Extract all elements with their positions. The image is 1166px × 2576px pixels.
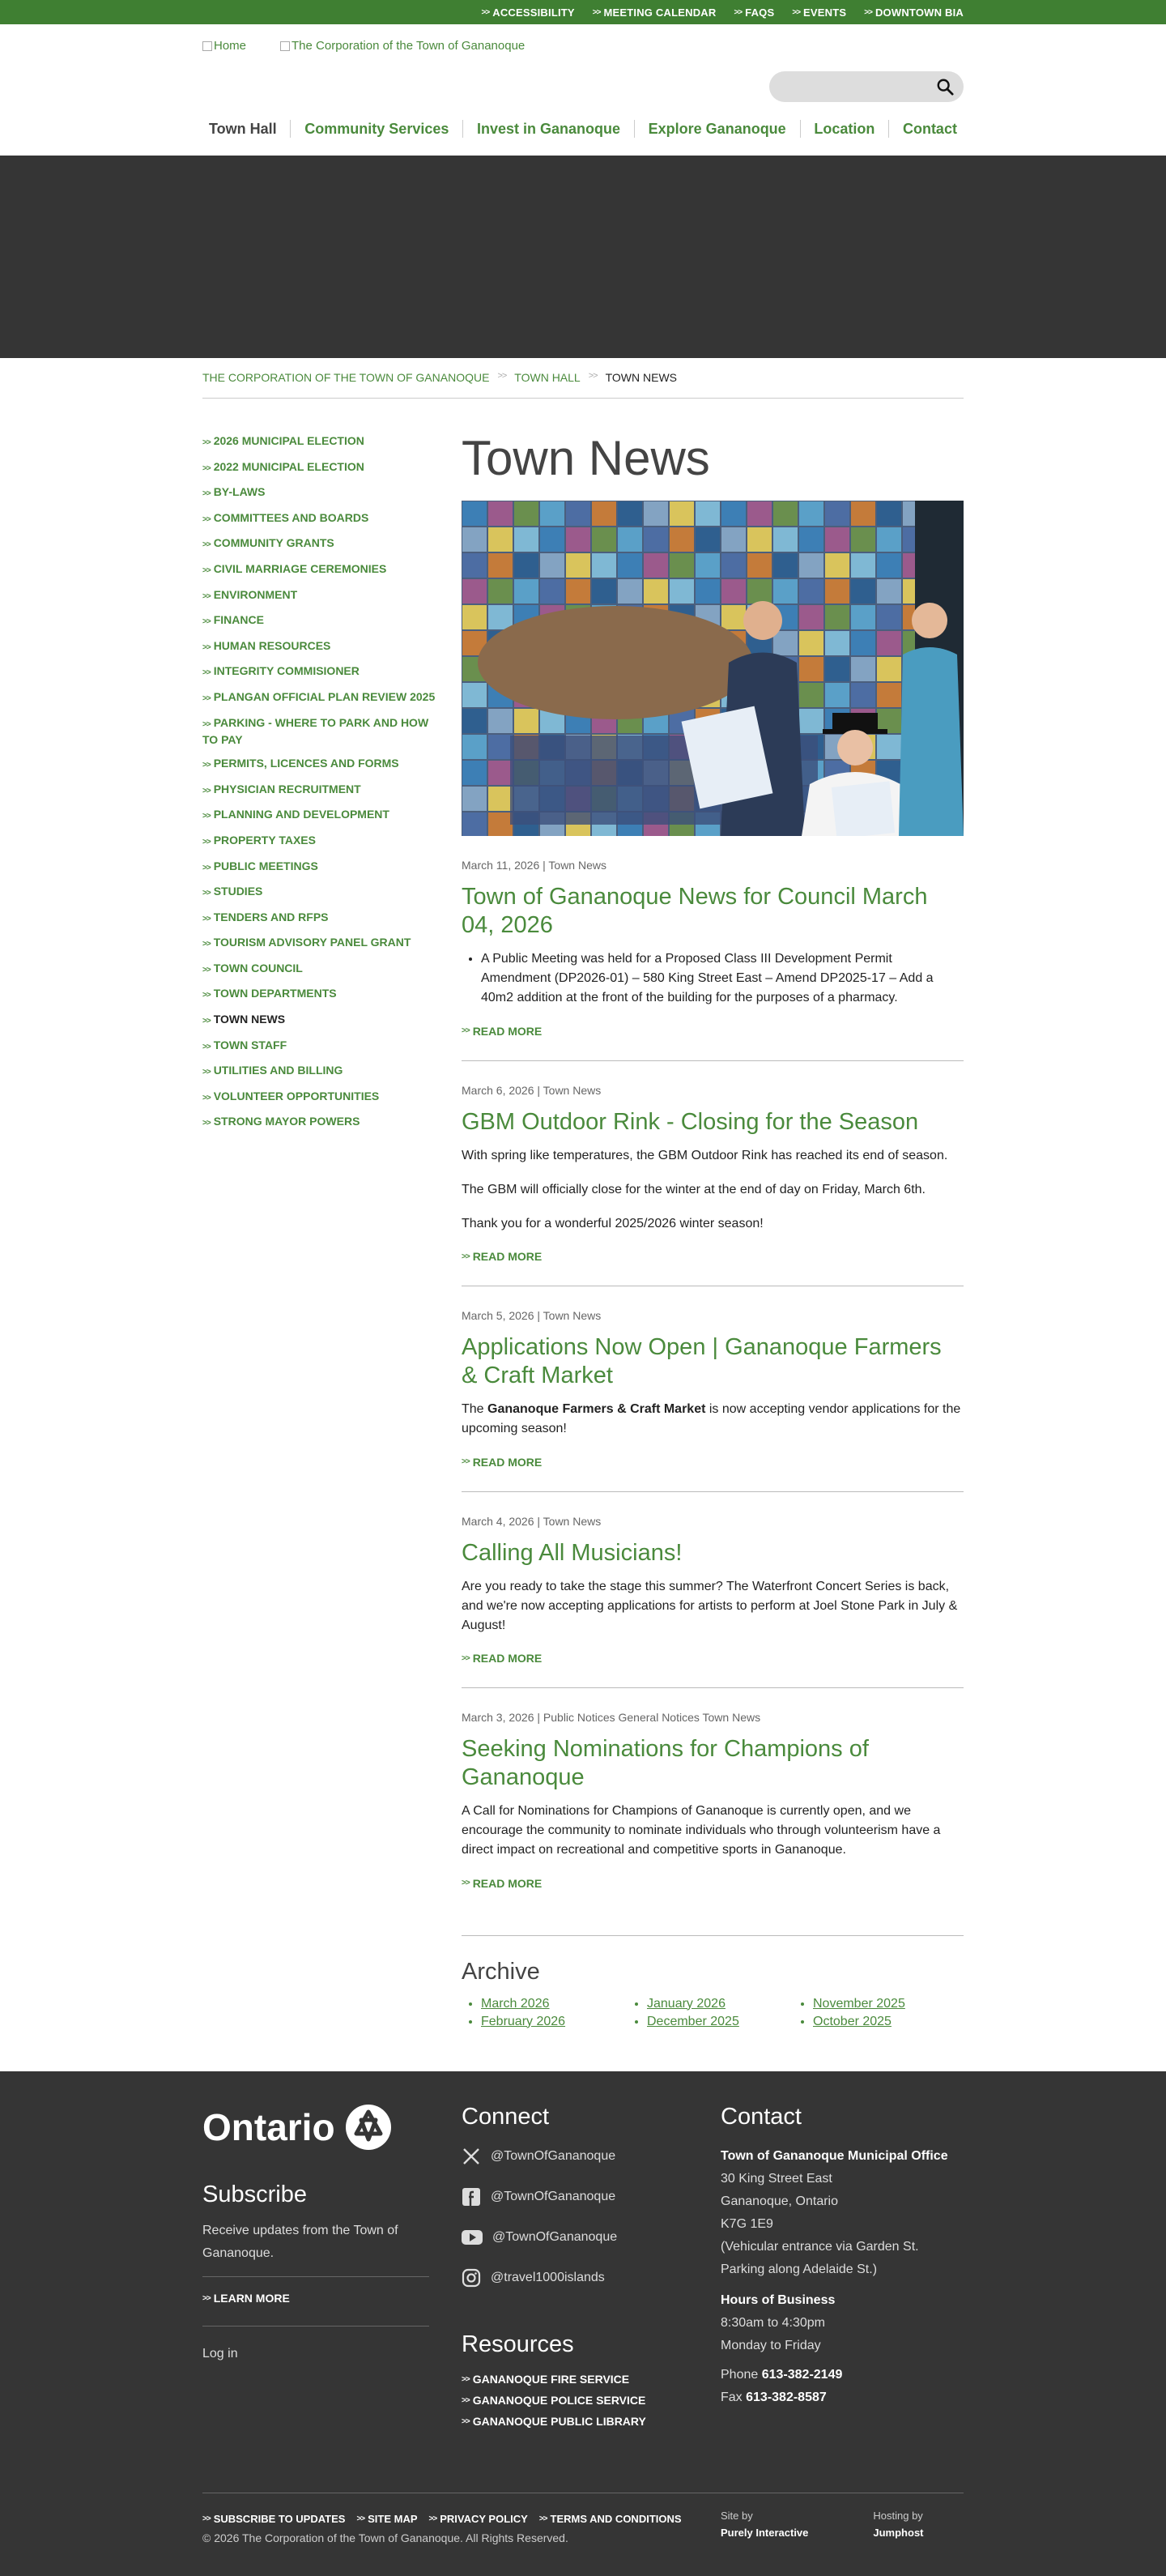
post-excerpt: The Gananoque Farmers & Craft Market is now accepting vendor applications for the upcoming season! <box>462 1402 961 1435</box>
main-nav <box>202 120 964 138</box>
sidebar-item[interactable] <box>202 833 445 850</box>
read-more-link[interactable]: >> READ MORE <box>462 1876 543 1890</box>
archive-item <box>813 1997 979 2011</box>
site-by-link[interactable]: Purely Interactive <box>721 2527 809 2539</box>
chevron-right-icon: >> <box>462 1457 470 1466</box>
sidebar-item[interactable] <box>202 986 445 1003</box>
chevron-right-icon: >> <box>202 863 211 872</box>
post-bullet: • A Public Meeting was held for a Proposed Class III Development Permit Amendment (DP2026-01) – 580 King Street East – Amend DP2025-17 – Add a 40m2 addition at the front of the building for the purposes of a pharmacy. <box>481 949 964 1008</box>
archive-link[interactable]: February 2026 <box>481 2014 566 2028</box>
sidebar-item-label: PERMITS, LICENCES AND FORMS <box>213 757 399 770</box>
sidebar-item-label: COMMITTEES AND BOARDS <box>213 510 369 524</box>
contact-details <box>721 2145 964 2281</box>
post-bullets <box>481 949 964 1008</box>
learn-more-link[interactable]: >> LEARN MORE <box>202 2292 290 2305</box>
address-line: Gananoque, Ontario <box>721 2194 838 2208</box>
chevron-right-icon: >> <box>202 812 211 821</box>
subscribe-text: Receive updates from the Town of Gananoque. <box>202 2224 398 2260</box>
login-link[interactable]: Log in <box>202 2347 238 2361</box>
chevron-right-icon: >> <box>588 371 598 381</box>
sidebar-item-label: PLANNING AND DEVELOPMENT <box>213 808 389 821</box>
mural-photo <box>462 501 964 836</box>
sidebar-item-label: FINANCE <box>213 613 264 627</box>
hours-days: Monday to Friday <box>721 2339 821 2352</box>
sidebar-item[interactable] <box>202 910 445 927</box>
sidebar-item[interactable] <box>202 935 445 952</box>
nav-divider <box>800 120 801 138</box>
chevron-right-icon: >> <box>202 965 211 975</box>
nav-location[interactable]: Location <box>814 120 875 137</box>
sidebar-item[interactable] <box>202 1089 445 1106</box>
chevron-right-icon: >> <box>592 7 601 17</box>
chevron-right-icon: >> <box>462 1026 470 1035</box>
broken-image-icon <box>280 41 290 51</box>
news-post <box>462 1309 964 1492</box>
sidebar-item-label: PUBLIC MEETINGS <box>213 859 318 872</box>
divider <box>202 2326 429 2327</box>
contact-title: Contact <box>721 2104 802 2130</box>
youtube-link[interactable]: @TownOfGananoque <box>462 2226 704 2249</box>
nav-contact[interactable]: Contact <box>902 120 957 137</box>
chevron-right-icon: >> <box>462 1653 470 1663</box>
sidebar-item-label: UTILITIES AND BILLING <box>213 1064 343 1077</box>
sidebar-item[interactable] <box>202 612 445 629</box>
archive-link[interactable]: October 2025 <box>813 2014 892 2028</box>
downtown-bia-link[interactable]: >> DOWNTOWN BIA <box>864 6 964 19</box>
sidebar-item-label: HUMAN RESOURCES <box>213 638 331 652</box>
sidebar-item[interactable] <box>202 756 445 773</box>
breadcrumb-town-hall[interactable]: TOWN HALL <box>514 371 581 384</box>
chevron-right-icon: >> <box>462 2374 470 2384</box>
chevron-right-icon: >> <box>202 617 211 627</box>
nav-invest[interactable]: Invest in Gananoque <box>477 120 621 137</box>
archive-link[interactable]: December 2025 <box>647 2014 739 2028</box>
hosting-link[interactable]: Jumphost <box>873 2527 924 2539</box>
sidebar-item[interactable] <box>202 1063 445 1080</box>
post-meta: March 3, 2026 | Public Notices General Notices Town News <box>462 1711 761 1724</box>
business-hours <box>721 2289 964 2357</box>
home-logo[interactable]: Home <box>202 39 246 53</box>
hours-time: 8:30am to 4:30pm <box>721 2316 825 2330</box>
x-icon <box>462 2147 481 2166</box>
meeting-calendar-link[interactable]: >> MEETING CALENDAR <box>592 6 717 19</box>
nav-community-services[interactable]: Community Services <box>304 120 449 137</box>
chevron-right-icon: >> <box>202 837 211 847</box>
ontario-logo[interactable]: Ontario <box>202 2104 429 2151</box>
chevron-right-icon: >> <box>202 1017 211 1026</box>
sidebar-item[interactable] <box>202 510 445 527</box>
nav-divider <box>290 120 291 138</box>
office-name: Town of Gananoque Municipal Office <box>721 2149 948 2163</box>
post-title-link[interactable]: Applications Now Open | Gananoque Farmers & Craft Market <box>462 1334 942 1388</box>
post-meta: March 5, 2026 | Town News <box>462 1309 602 1322</box>
sidebar-item[interactable] <box>202 807 445 824</box>
sidebar-item-label: TENDERS AND RFPS <box>213 910 329 923</box>
chevron-right-icon: >> <box>202 1042 211 1051</box>
subscribe-updates-link[interactable]: >> SUBSCRIBE TO UPDATES <box>202 2513 346 2525</box>
chevron-right-icon: >> <box>202 991 211 1000</box>
chevron-right-icon: >> <box>202 514 211 524</box>
copyright: © 2026 The Corporation of the Town of Gananoque. All Rights Reserved. <box>202 2531 568 2544</box>
archive-item <box>481 2015 647 2029</box>
archive-link[interactable]: March 2026 <box>481 1996 550 2011</box>
chevron-right-icon: >> <box>497 371 507 381</box>
sidebar-item[interactable] <box>202 663 445 680</box>
chevron-right-icon: >> <box>734 7 743 17</box>
sidebar-item[interactable] <box>202 961 445 978</box>
read-more-link[interactable]: >> READ MORE <box>462 1024 543 1038</box>
post-title-link[interactable]: Town of Gananoque News for Council March 04, 2026 <box>462 884 928 938</box>
utility-bar <box>0 0 1166 24</box>
footer-column-subscribe <box>202 2104 429 2365</box>
news-post <box>462 1084 964 1287</box>
post-excerpt: Are you ready to take the stage this summer? The Waterfront Concert Series is back, and we're now accepting applications for artists to perform at Joel Stone Park in July & August! <box>462 1579 958 1632</box>
faqs-link[interactable]: >> FAQS <box>734 6 775 19</box>
chevron-right-icon: >> <box>202 2293 211 2303</box>
utility-links <box>482 0 964 24</box>
chevron-right-icon: >> <box>202 786 211 795</box>
chevron-right-icon: >> <box>481 7 490 17</box>
sidebar-item[interactable] <box>202 782 445 799</box>
subscribe-title: Subscribe <box>202 2181 307 2207</box>
sidebar-item-label: VOLUNTEER OPPORTUNITIES <box>213 1089 380 1102</box>
chevron-right-icon: >> <box>202 1068 211 1077</box>
hours-title: Hours of Business <box>721 2293 836 2307</box>
chevron-right-icon: >> <box>792 7 801 17</box>
police-service-link[interactable]: >> GANANOQUE POLICE SERVICE <box>462 2394 646 2407</box>
sidebar-item-label: STUDIES <box>213 885 263 898</box>
header-logos <box>202 39 525 53</box>
archive-title: Archive <box>462 1958 540 1985</box>
archive-link[interactable]: November 2025 <box>813 1996 905 2011</box>
sidebar-item[interactable] <box>202 884 445 901</box>
sidebar-item-label: BY-LAWS <box>213 485 266 499</box>
chevron-right-icon: >> <box>202 540 211 550</box>
post-excerpt: With spring like temperatures, the GBM Outdoor Rink has reached its end of season. <box>462 1148 948 1162</box>
sidebar-item-label: ENVIRONMENT <box>213 587 298 601</box>
post-title-link[interactable]: Calling All Musicians! <box>462 1539 683 1566</box>
chevron-right-icon: >> <box>202 693 211 703</box>
accessibility-link[interactable]: >> ACCESSIBILITY <box>481 6 575 19</box>
post-title-link[interactable]: Seeking Nominations for Champions of Gananoque <box>462 1736 869 1790</box>
public-library-link[interactable]: >> GANANOQUE PUBLIC LIBRARY <box>462 2415 646 2428</box>
chevron-right-icon: >> <box>202 642 211 652</box>
chevron-right-icon: >> <box>202 889 211 898</box>
nav-divider <box>888 120 889 138</box>
events-link[interactable]: >> EVENTS <box>792 6 847 19</box>
sidebar-item-label: TOWN NEWS <box>213 1013 286 1026</box>
chevron-right-icon: >> <box>202 761 211 770</box>
chevron-right-icon: >> <box>864 7 872 17</box>
address-line: 30 King Street East <box>721 2172 832 2186</box>
footer-bottom <box>202 2493 964 2544</box>
chevron-right-icon: >> <box>462 1252 470 1261</box>
facebook-link[interactable]: @TownOfGananoque <box>462 2186 704 2208</box>
nav-divider <box>634 120 635 138</box>
fax-number: 613-382-8587 <box>746 2390 827 2404</box>
archive-link[interactable]: January 2026 <box>647 1996 726 2011</box>
phone-fax: Phone 613-382-2149 Fax 613-382-8587 <box>721 2368 843 2404</box>
chevron-right-icon: >> <box>202 1093 211 1102</box>
sidebar-item-label: 2026 MUNICIPAL ELECTION <box>213 434 364 447</box>
archive-item <box>813 2015 979 2029</box>
post-meta: March 6, 2026 | Town News <box>462 1083 602 1097</box>
read-more-link[interactable]: >> READ MORE <box>462 1250 543 1263</box>
sidebar-item-label: PHYSICIAN RECRUITMENT <box>213 782 361 795</box>
chevron-right-icon: >> <box>202 463 211 473</box>
sidebar-item-label: 2022 MUNICIPAL ELECTION <box>213 459 364 473</box>
sidebar-item[interactable] <box>202 587 445 604</box>
archive-item <box>647 2015 813 2029</box>
page-title: Town News <box>462 431 710 485</box>
chevron-right-icon: >> <box>202 1119 211 1128</box>
chevron-right-icon: >> <box>462 2416 470 2426</box>
hero-banner <box>0 156 1166 358</box>
sidebar-item-label: STRONG MAYOR POWERS <box>213 1115 360 1128</box>
chevron-right-icon: >> <box>538 2514 547 2523</box>
post-meta: March 11, 2026 | Town News <box>462 859 606 872</box>
resources-title: Resources <box>462 2331 574 2357</box>
sidebar-item[interactable] <box>202 715 445 748</box>
chevron-right-icon: >> <box>202 2514 211 2523</box>
archive-list <box>462 1997 964 2029</box>
youtube-icon <box>462 2229 483 2245</box>
chevron-right-icon: >> <box>428 2514 437 2523</box>
sidebar-item[interactable] <box>202 433 445 450</box>
read-more-link[interactable]: >> READ MORE <box>462 1652 543 1665</box>
privacy-policy-link[interactable]: >> PRIVACY POLICY <box>428 2513 528 2525</box>
sidebar-item[interactable] <box>202 1114 445 1131</box>
facebook-icon <box>462 2187 481 2207</box>
address-line: K7G 1E9 <box>721 2217 773 2231</box>
sidebar-item[interactable] <box>202 1012 445 1029</box>
breadcrumb-current: TOWN NEWS <box>605 371 677 384</box>
sidebar-item-label: TOURISM ADVISORY PANEL GRANT <box>213 936 411 949</box>
instagram-link[interactable]: @travel1000islands <box>462 2267 704 2289</box>
read-more-link[interactable]: >> READ MORE <box>462 1455 543 1469</box>
chevron-right-icon: >> <box>202 438 211 447</box>
sidebar-item[interactable] <box>202 484 445 501</box>
chevron-right-icon: >> <box>356 2514 365 2523</box>
post-excerpt: The GBM will officially close for the winter at the end of day on Friday, March 6th. <box>462 1182 926 1196</box>
chevron-right-icon: >> <box>202 719 211 729</box>
sidebar-item[interactable] <box>202 638 445 655</box>
post-excerpt: Thank you for a wonderful 2025/2026 winter season! <box>462 1216 764 1230</box>
nav-explore[interactable]: Explore Gananoque <box>648 120 786 137</box>
nav-town-hall[interactable]: Town Hall <box>209 120 277 137</box>
sidebar-item-label: TOWN STAFF <box>213 1038 287 1051</box>
chevron-right-icon: >> <box>202 668 211 678</box>
news-post <box>462 1515 964 1689</box>
news-post <box>462 1711 964 1936</box>
sidebar-item[interactable] <box>202 459 445 476</box>
x-link[interactable]: @TownOfGananoque <box>462 2145 704 2168</box>
sidebar-item-label: COMMUNITY GRANTS <box>213 536 334 550</box>
address-note: (Vehicular entrance via Garden St. Parking along Adelaide St.) <box>721 2240 919 2276</box>
search-box[interactable] <box>769 71 964 102</box>
sidebar-item-label: PROPERTY TAXES <box>213 833 316 847</box>
site-footer <box>0 2071 1166 2576</box>
phone-number[interactable]: 613-382-2149 <box>761 2368 843 2382</box>
sidebar-item[interactable] <box>202 859 445 876</box>
main-content <box>462 429 964 2029</box>
fire-service-link[interactable]: >> GANANOQUE FIRE SERVICE <box>462 2373 630 2386</box>
sidebar-item-label: INTEGRITY COMMISIONER <box>213 664 360 678</box>
chevron-right-icon: >> <box>202 489 211 499</box>
sidebar-item-label: CIVIL MARRIAGE CEREMONIES <box>213 561 387 575</box>
chevron-right-icon: >> <box>202 940 211 949</box>
post-title-link[interactable]: GBM Outdoor Rink - Closing for the Season <box>462 1108 919 1135</box>
post-meta: March 4, 2026 | Town News <box>462 1514 602 1528</box>
footer-column-contact <box>721 2104 964 2409</box>
sidebar-item-label: PLANGAN OFFICIAL PLAN REVIEW 2025 <box>213 689 436 703</box>
sidebar-item[interactable] <box>202 1038 445 1055</box>
sidebar-item-label: TOWN COUNCIL <box>213 961 303 975</box>
sidebar-item[interactable] <box>202 535 445 552</box>
nav-divider <box>462 120 463 138</box>
site-by: Site by Purely Interactive <box>721 2510 809 2539</box>
chevron-right-icon: >> <box>202 565 211 575</box>
archive-item <box>647 1997 813 2011</box>
footer-column-connect <box>462 2104 704 2428</box>
news-post <box>462 859 964 1061</box>
chevron-right-icon: >> <box>462 2395 470 2405</box>
chevron-right-icon: >> <box>462 1879 470 1887</box>
sidebar-item[interactable] <box>202 689 445 706</box>
breadcrumb <box>202 369 964 399</box>
sidebar-item[interactable] <box>202 561 445 578</box>
hosting-by: Hosting by Jumphost <box>873 2510 924 2539</box>
archive <box>462 1959 964 2029</box>
archive-item <box>481 1997 647 2011</box>
corporation-logo[interactable]: The Corporation of the Town of Gananoque <box>280 39 525 53</box>
sidebar-item-label: TOWN DEPARTMENTS <box>213 987 337 1000</box>
sidebar-item-label: PARKING - WHERE TO PARK AND HOW TO PAY <box>202 715 429 746</box>
chevron-right-icon: >> <box>202 914 211 923</box>
search-icon[interactable] <box>936 78 954 96</box>
trillium-icon <box>345 2104 392 2151</box>
featured-image <box>462 501 964 836</box>
site-map-link[interactable]: >> SITE MAP <box>356 2513 418 2525</box>
post-excerpt: A Call for Nominations for Champions of Gananoque is currently open, and we encourage the community to nominate individuals who through volunteerism have a direct impact on recreational and competitive sports in Gananoque. <box>462 1804 941 1857</box>
terms-link[interactable]: >> TERMS AND CONDITIONS <box>538 2513 682 2525</box>
breadcrumb-corporation[interactable]: THE CORPORATION OF THE TOWN OF GANANOQUE <box>202 371 490 384</box>
chevron-right-icon: >> <box>202 591 211 601</box>
instagram-icon <box>462 2268 481 2288</box>
divider <box>202 2276 429 2277</box>
connect-title: Connect <box>462 2104 550 2130</box>
sidebar-nav <box>202 433 445 1140</box>
footer-credits <box>721 2510 924 2539</box>
broken-image-icon <box>202 41 212 51</box>
